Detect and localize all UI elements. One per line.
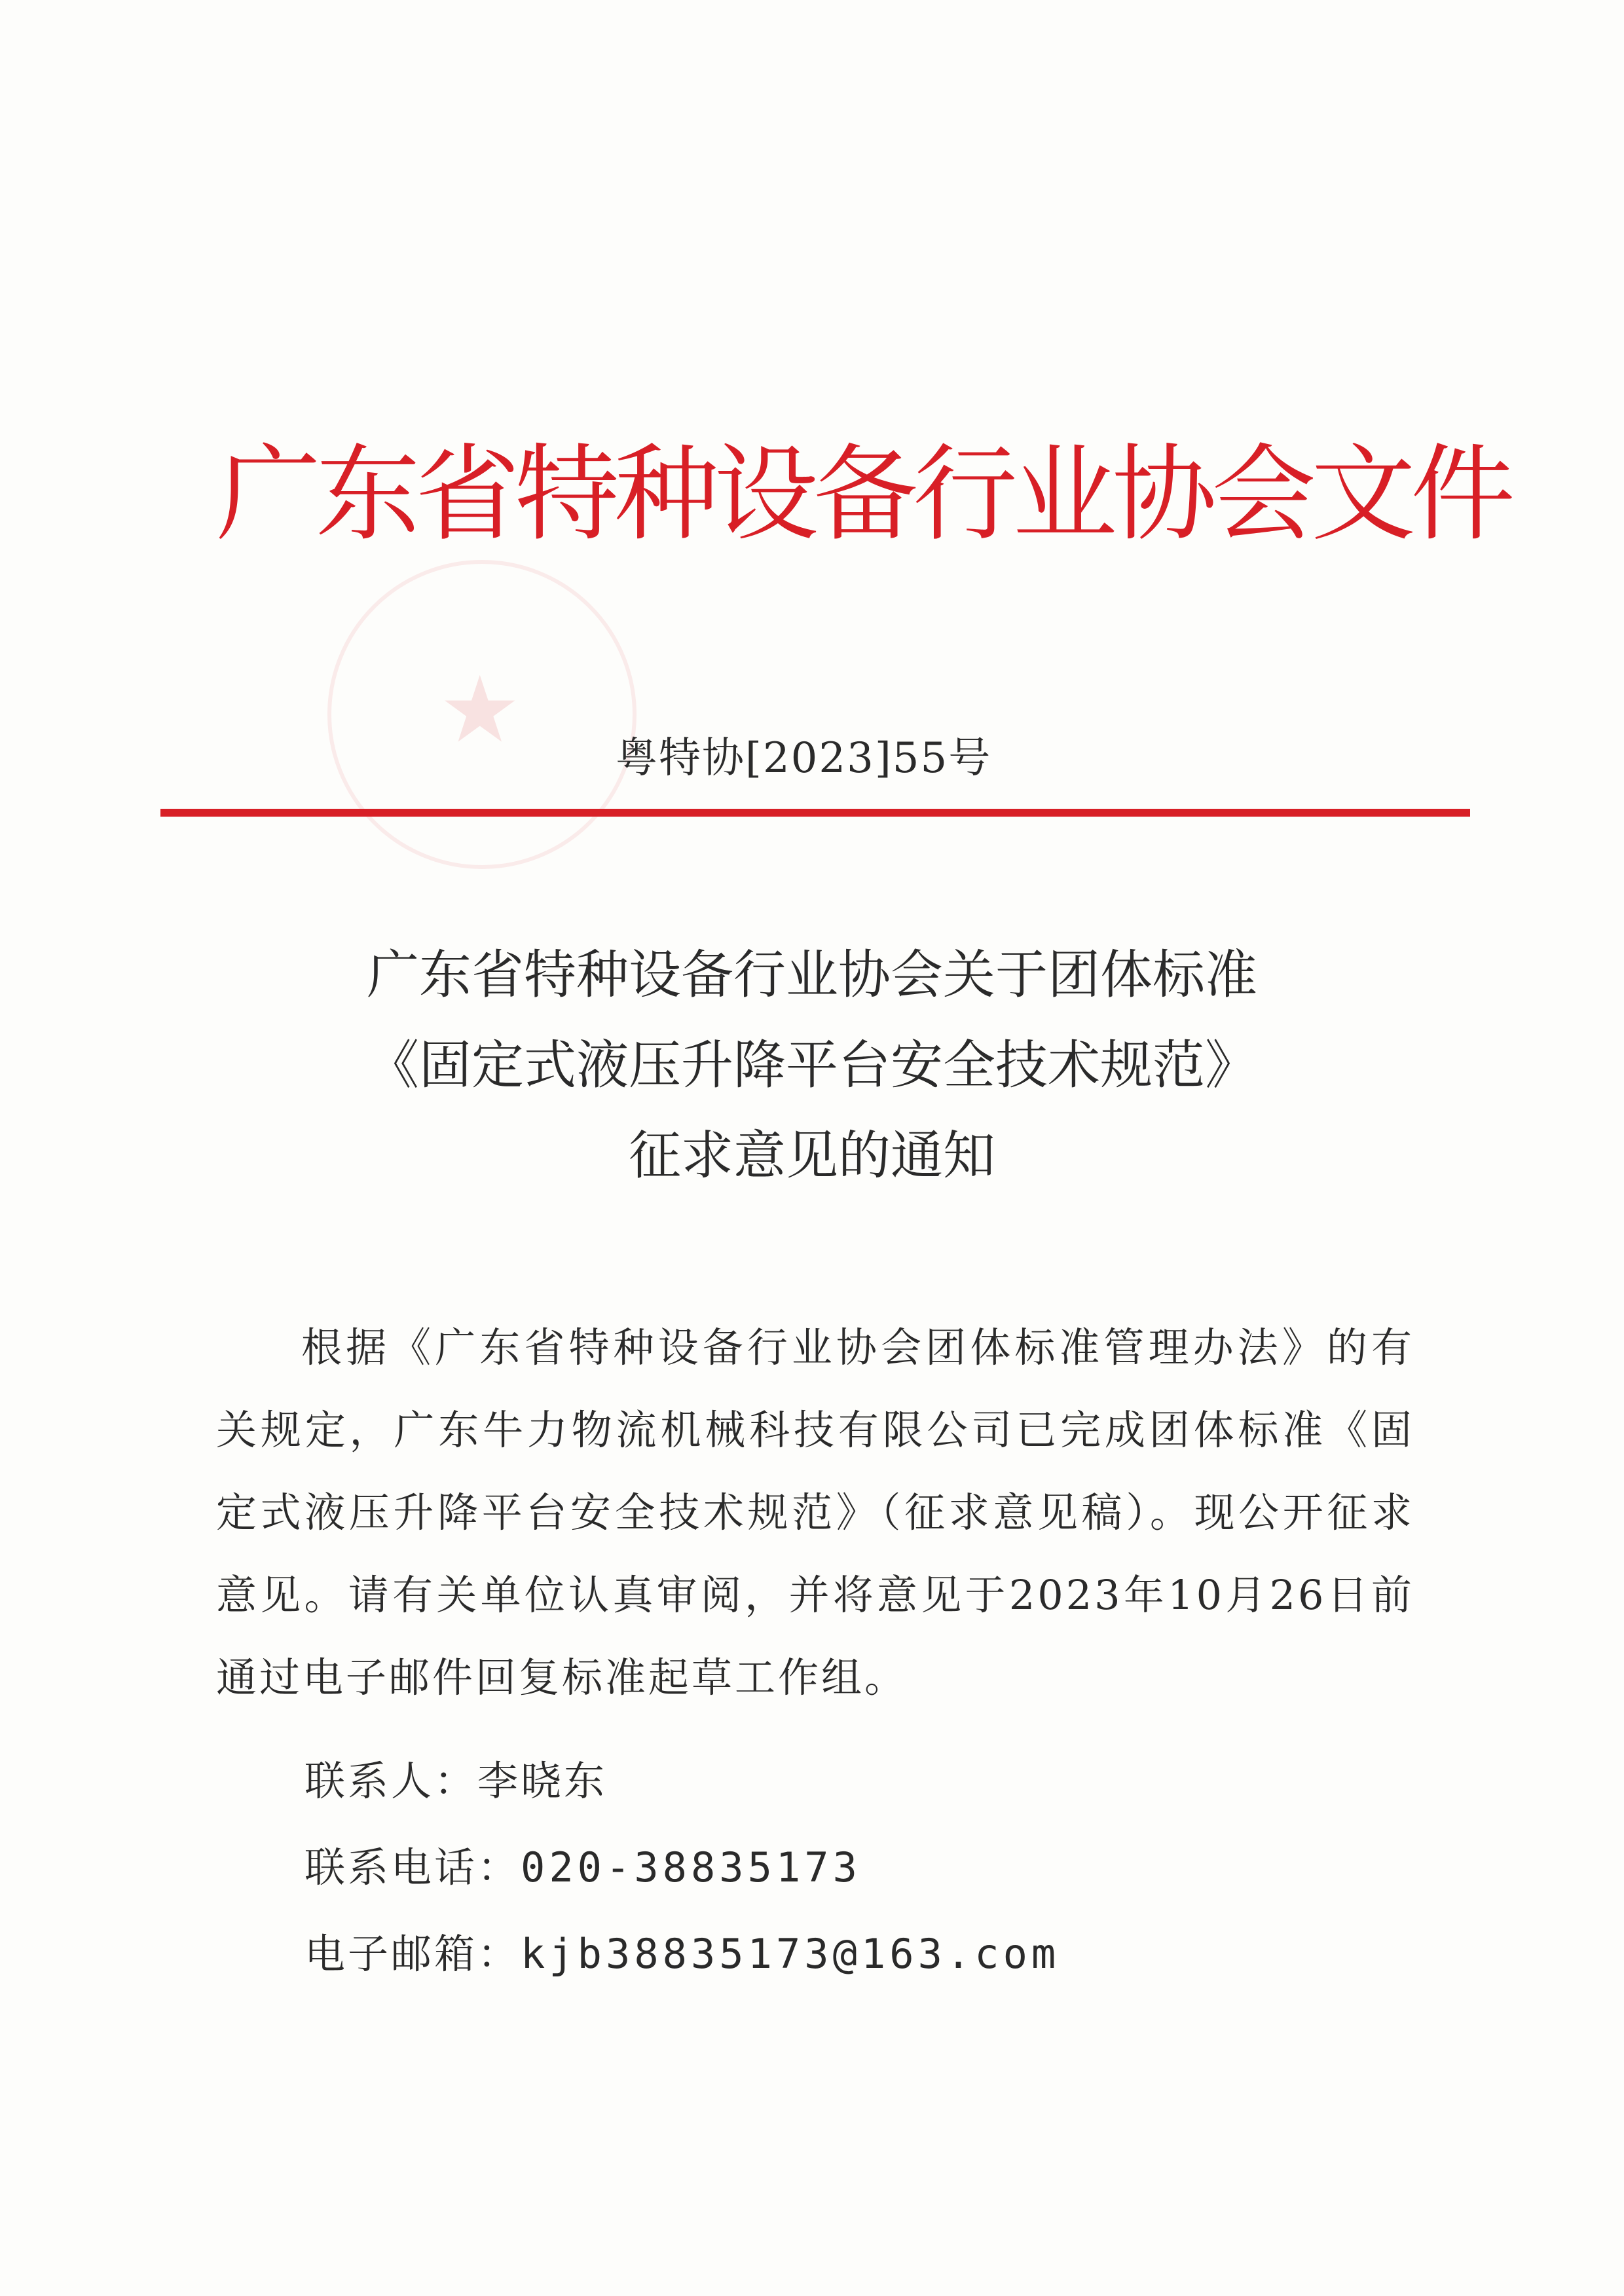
- contact-person-value: 李晓东: [477, 1757, 608, 1805]
- notice-title: [216, 930, 1408, 1201]
- contact-phone-label: 联系电话：: [304, 1843, 521, 1891]
- notice-title-line-2: 《固定式液压升降平台安全技术规范》: [367, 1035, 1257, 1096]
- seal-star-icon: ★: [439, 657, 521, 764]
- body-paragraph: 根据《广东省特种设备行业协会团体标准管理办法》的有关规定，广东牛力物流机械科技有限公司已完成团体标准《固定式液压升降平台安全技术规范》（征求意见稿）。现公开征求意见。请有关单位认真审阅，并将意见于2023年10月26日前通过电子邮件回复标准起草工作组。: [216, 1324, 1414, 1701]
- contact-email-label: 电子邮箱：: [304, 1930, 521, 1978]
- contact-person-label: 联系人：: [304, 1757, 478, 1805]
- org-header-title: 广东省特种设备行业协会文件: [216, 433, 1511, 555]
- contact-email: [304, 1928, 1060, 1980]
- contact-email-value: kjb38835173@163.com: [521, 1930, 1060, 1978]
- red-divider-line: [160, 809, 1470, 817]
- contact-phone: [304, 1842, 861, 1894]
- contact-person: [304, 1755, 607, 1807]
- notice-title-line-3: 征求意见的通知: [629, 1125, 995, 1186]
- contact-phone-value: 020-38835173: [521, 1843, 861, 1891]
- document-number: 粤特协[2023]55号: [616, 734, 992, 783]
- notice-title-line-1: 广东省特种设备行业协会关于团体标准: [367, 944, 1257, 1005]
